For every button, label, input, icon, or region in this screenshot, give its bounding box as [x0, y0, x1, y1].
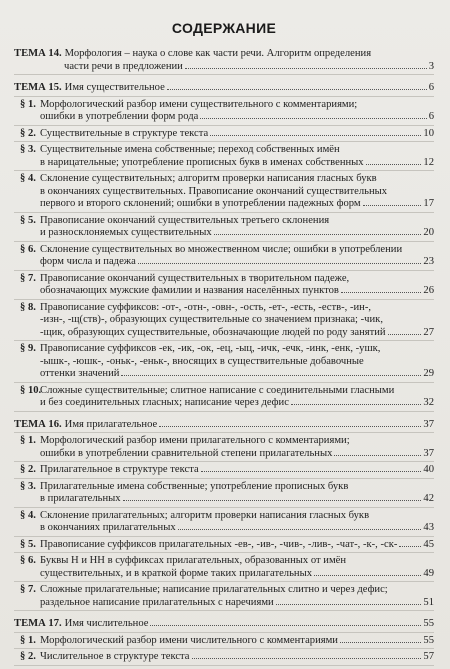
section-number: § 2.: [20, 464, 36, 475]
topic-heading: [14, 82, 434, 97]
section-text: [40, 539, 434, 552]
topic-heading: [14, 419, 434, 434]
section-number: § 6.: [20, 555, 36, 566]
section-number: § 1.: [20, 634, 36, 646]
section-text-line: Прилагательные имена собственные; употребление прописных букв: [40, 480, 349, 492]
section-text-line: Склонение существительных; алгоритм проверки написания гласных букв: [40, 173, 377, 184]
page-number: 55: [423, 634, 434, 646]
section-final-line: [40, 327, 434, 340]
section-text-line: форм числа и падежа: [40, 256, 136, 267]
section-number: § 2.: [20, 651, 36, 662]
page-number: 29: [423, 368, 434, 379]
section-text: [40, 651, 434, 664]
section-text-line: и без соединительных гласных; написание через дефис: [40, 397, 289, 408]
section-text-line: Сложные прилагательные; написание прилагательных слитно и через дефис;: [40, 584, 388, 595]
section-entry: [14, 481, 434, 508]
section-text-line: -щик, образующих существительные, обозначающие людей по роду занятий: [40, 326, 386, 338]
table-of-contents: [14, 48, 434, 666]
section-final-line: [40, 597, 434, 610]
page-number: 3: [428, 60, 434, 72]
section-text: [40, 128, 434, 141]
section-number: § 3.: [20, 144, 36, 155]
section-final-line: [40, 651, 434, 664]
section-text-line: в окончаниях прилагательных: [40, 522, 176, 533]
section-text: [40, 343, 434, 381]
section-text: [40, 302, 434, 340]
section-entry: [14, 464, 434, 479]
leader-dots: [340, 642, 421, 643]
leader-dots: [201, 471, 422, 472]
page-number: 12: [423, 156, 434, 168]
section-text: [40, 464, 434, 477]
section-text-line: Морфологический разбор имени прилагательного с комментариями;: [40, 435, 350, 446]
leader-dots: [123, 500, 422, 501]
section-text: [40, 99, 434, 124]
leader-dots: [399, 546, 421, 547]
section-text-line: Склонение существительных во множественном числе; ошибки в употреблении: [40, 243, 403, 255]
page-number: 27: [423, 326, 434, 338]
leader-dots: [341, 292, 421, 293]
topic-label: ТЕМА 14.: [14, 48, 62, 59]
section-text-line: первого и второго склонений; ошибки в употреблении падежных форм: [40, 198, 361, 209]
topic-first-line: [14, 48, 434, 61]
topic-final-line: [14, 618, 434, 631]
page-number: 20: [423, 227, 434, 238]
topic-label: ТЕМА 17.: [14, 618, 62, 629]
topic-heading: [14, 618, 434, 633]
leader-dots: [291, 404, 421, 405]
topic-text-line: Имя числительное: [64, 618, 149, 629]
page-number: 23: [423, 256, 434, 267]
section-entry: [14, 584, 434, 611]
page-number: 6: [428, 111, 434, 122]
section-text-line: оттенки значений: [40, 368, 120, 379]
section-text-line: Числительное в структуре текста: [40, 651, 190, 662]
section-text: [40, 584, 434, 609]
section-entry: [14, 539, 434, 554]
section-final-line: [40, 285, 434, 298]
section-text: [40, 273, 434, 298]
page-number: 55: [423, 618, 434, 629]
topic-heading-text: [14, 82, 434, 95]
topic-heading-text: [14, 419, 434, 432]
section-text: [40, 635, 434, 648]
section-final-line: [40, 227, 434, 240]
section-entry: [14, 343, 434, 383]
leader-dots: [167, 89, 427, 90]
section-number: § 9.: [20, 343, 36, 354]
section-text-line: Правописание окончаний существительных в творительном падеже,: [40, 272, 350, 284]
leader-dots: [192, 658, 422, 659]
section-number: § 4.: [20, 173, 36, 184]
section-text-line: Прилагательное в структуре текста: [40, 464, 199, 475]
section-text-line: Склонение прилагательных; алгоритм проверки написания гласных букв: [40, 509, 370, 521]
section-number: § 7.: [20, 272, 36, 284]
page-number: 17: [423, 198, 434, 209]
section-entry: [14, 635, 434, 650]
section-final-line: [40, 522, 434, 535]
section-text: [40, 244, 434, 269]
section-text-line: существительных, и в краткой форме таких прилагательных: [40, 567, 313, 579]
section-number: § 1.: [20, 98, 36, 110]
topic-text-line: части речи в предложении: [64, 60, 183, 72]
page-number: 57: [423, 651, 434, 662]
section-number: § 1.: [20, 435, 36, 446]
section-number: § 4.: [20, 509, 36, 521]
section-entry: [14, 302, 434, 342]
section-final-line: [40, 368, 434, 381]
section-final-line: [40, 448, 434, 461]
section-text-line: в окончаниях существительных. Правописание окончаний существительных: [40, 185, 388, 197]
section-entry: [14, 651, 434, 666]
page-number: 51: [423, 596, 434, 608]
section-text-line: обозначающих мужские фамилии и названия населённых пунктов: [40, 285, 339, 296]
page-number: 49: [423, 567, 434, 579]
leader-dots: [150, 625, 421, 626]
section-final-line: [40, 635, 434, 648]
section-text-line: ошибки в употреблении сравнительной степени прилагательных: [40, 447, 333, 459]
topic-block: [14, 48, 434, 75]
section-text-line: Правописание окончаний существительных третьего склонения: [40, 214, 330, 226]
section-entry: [14, 128, 434, 143]
topic-heading: [14, 48, 434, 75]
leader-dots: [363, 205, 422, 206]
section-entry: [14, 385, 434, 412]
section-number: § 2.: [20, 127, 36, 139]
section-text-line: -ышк-, -юшк-, -оньк-, -еньк-, вносящих в существительные добавочные: [40, 355, 364, 367]
leader-dots: [185, 68, 427, 69]
section-number: § 6.: [20, 243, 36, 255]
page-number: 37: [423, 418, 434, 430]
page-number: 10: [423, 127, 434, 139]
topic-text-line: Имя прилагательное: [64, 418, 158, 430]
section-text-line: Существительные в структуре текста: [40, 127, 209, 139]
topic-block: [14, 618, 434, 666]
topic-heading-text: [14, 48, 434, 73]
section-text: [40, 481, 434, 506]
section-number: § 5.: [20, 214, 36, 226]
topic-final-line: [14, 82, 434, 95]
section-text-line: Буквы Н и НН в суффиксах прилагательных, образованных от имён: [40, 555, 347, 566]
section-entry: [14, 173, 434, 213]
section-text-line: и разносклоняемых существительных: [40, 227, 212, 238]
section-entry: [14, 244, 434, 271]
page-title: СОДЕРЖАНИЕ: [171, 20, 277, 36]
topic-block: [14, 419, 434, 612]
section-text: [40, 215, 434, 240]
leader-dots: [200, 118, 426, 119]
section-final-line: [40, 157, 434, 170]
section-final-line: [40, 493, 434, 506]
section-final-line: [40, 397, 434, 410]
leader-dots: [178, 529, 422, 530]
section-text-line: Правописание суффиксов -ек, -ик, -ок, -ец, -ыц, -ичк, -ечк, -инк, -енк, -ушк,: [40, 343, 381, 354]
section-final-line: [40, 568, 434, 581]
section-number: § 10.: [20, 384, 42, 396]
topic-label: ТЕМА 15.: [14, 82, 62, 93]
topic-block: [14, 82, 434, 412]
topic-text-line: Имя существительное: [64, 82, 165, 93]
section-text-line: раздельное написание прилагательных с наречиями: [40, 596, 274, 608]
leader-dots: [276, 604, 422, 605]
section-number: § 5.: [20, 538, 36, 550]
page-number: 45: [423, 538, 434, 550]
page-number: 43: [423, 522, 434, 533]
page-number: 42: [423, 493, 434, 504]
leader-dots: [210, 135, 421, 136]
page-number: 6: [428, 82, 434, 93]
section-text-line: Правописание суффиксов: -от-, -отн-, -овн-, -ость, -ет-, -есть, -еств-, -ин-,: [40, 301, 371, 313]
section-entry: [14, 435, 434, 462]
section-text-line: ошибки в употреблении форм рода: [40, 111, 199, 122]
leader-dots: [314, 575, 421, 576]
section-text-line: Морфологический разбор имени числительного с комментариями: [40, 634, 338, 646]
section-text: [40, 144, 434, 169]
section-final-line: [40, 111, 434, 124]
leader-dots: [334, 455, 421, 456]
section-text: [40, 435, 434, 460]
leader-dots: [121, 375, 421, 376]
section-final-line: [40, 128, 434, 141]
section-number: § 8.: [20, 301, 36, 313]
section-number: § 3.: [20, 480, 36, 492]
page-number: 40: [423, 464, 434, 475]
section-number: § 7.: [20, 584, 36, 595]
section-entry: [14, 215, 434, 242]
section-final-line: [40, 198, 434, 211]
section-final-line: [40, 256, 434, 269]
topic-text-line: Морфология – наука о слове как части речи. Алгоритм определения: [64, 48, 372, 59]
topic-heading-text: [14, 618, 434, 631]
section-entry: [14, 144, 434, 171]
section-text-line: -изн-, -щ(ств)-, образующих существительные со значением признака; -чик,: [40, 314, 383, 325]
section-final-line: [40, 464, 434, 477]
page-number: 37: [423, 447, 434, 459]
section-entry: [14, 555, 434, 582]
section-text-line: Правописание суффиксов прилагательных -ев-, -ив-, -чив-, -лив-, -чат-, -к-, -ск-: [40, 538, 398, 550]
topic-final-line: [14, 419, 434, 432]
leader-dots: [366, 164, 422, 165]
leader-dots: [214, 234, 422, 235]
section-text-line: в прилагательных: [40, 493, 121, 504]
section-text-line: Морфологический разбор имени существительного с комментариями;: [40, 98, 358, 110]
section-text: [40, 555, 434, 580]
section-text-line: в нарицательные; употребление прописных букв в именах собственных: [40, 156, 364, 168]
page-number: 32: [423, 397, 434, 408]
section-entry: [14, 273, 434, 300]
leader-dots: [388, 334, 422, 335]
section-text: [40, 385, 434, 410]
section-text-line: Существительные имена собственные; переход собственных имён: [40, 144, 340, 155]
section-text-line: Сложные существительные; слитное написание с соединительными гласными: [40, 384, 395, 396]
leader-dots: [138, 263, 422, 264]
section-final-line: [40, 539, 434, 552]
leader-dots: [159, 426, 421, 427]
section-text: [40, 173, 434, 211]
page-number: 26: [423, 285, 434, 296]
section-entry: [14, 99, 434, 126]
topic-final-line: [14, 61, 434, 74]
section-entry: [14, 510, 434, 537]
section-text: [40, 510, 434, 535]
topic-label: ТЕМА 16.: [14, 418, 62, 430]
